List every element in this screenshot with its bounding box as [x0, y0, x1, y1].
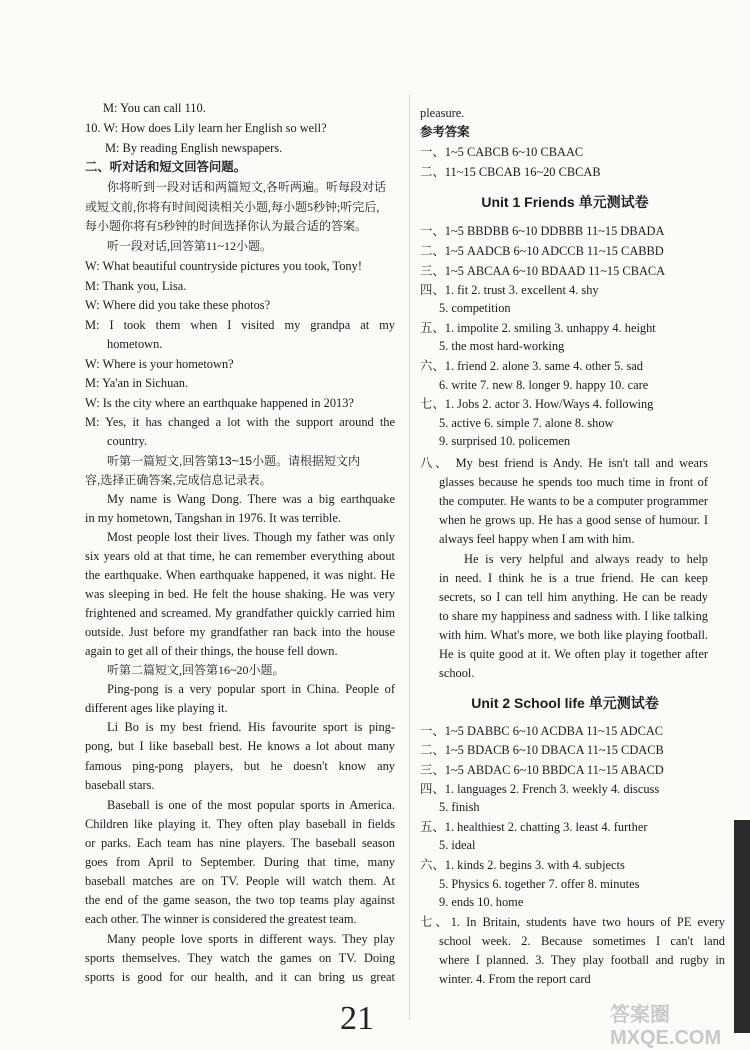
essay-line: with him. What's more, we both like playing football.: [439, 628, 708, 642]
unit1-title: Unit 1 Friends 单元测试卷: [481, 194, 649, 210]
text-line: baseball matches are on TV. People will watch them. At: [85, 874, 395, 888]
text-line: M: Thank you, Lisa.: [85, 279, 187, 293]
answer-line: 5. Physics 6. together 7. offer 8. minutes: [439, 877, 640, 891]
text-line: six years old at that time, he can remember everything about: [85, 549, 395, 563]
essay-line: always feel happy when I am with him.: [439, 532, 635, 546]
watermark: 答案圈 MXQE.COM: [610, 1004, 722, 1049]
text-line: 听一段对话,回答第11~12小题。: [107, 239, 273, 253]
answer-line: 6. write 7. new 8. longer 9. happy 10. care: [439, 378, 649, 392]
answer-line: 5. active 6. simple 7. alone 8. show: [439, 416, 614, 430]
answer-line: 五、1. healthiest 2. chatting 3. least 4. further: [420, 820, 648, 834]
text-line: each other. The winner is considered the greatest team.: [85, 912, 357, 926]
answer-line: 六、1. friend 2. alone 3. same 4. other 5. sad: [420, 359, 643, 373]
essay-line: school.: [439, 666, 475, 680]
text-line: Many people love sports in different ways. They play: [107, 932, 395, 946]
text-line: Baseball is one of the most popular sports in America.: [107, 798, 395, 812]
essay-line: He is very helpful and always ready to help: [464, 552, 708, 566]
text-line: pleasure.: [420, 106, 465, 120]
text-line: Li Bo is my best friend. His favourite sport is ping-: [107, 720, 395, 734]
text-line: 每小题你将有5秒钟的时间选择你认为最合适的答案。: [85, 219, 368, 233]
essay-line: glasses because he spends too much time in front of: [439, 475, 708, 489]
answer-line: 5. the most hard-working: [439, 339, 565, 353]
text-line: M: Ya'an in Sichuan.: [85, 376, 189, 390]
essay-line: 八、 My best friend is Andy. He isn't tall and wears: [420, 456, 708, 470]
text-line: 听第一篇短文,回答第13~15小题。请根据短文内: [107, 454, 361, 468]
text-line: 或短文前,你将有时间阅读相关小题,每小题5秒钟;听完后,: [85, 200, 380, 214]
answer-line: 5. competition: [439, 301, 511, 315]
answer-line: 五、1. impolite 2. smiling 3. unhappy 4. height: [420, 321, 656, 335]
text-line: 听第二篇短文,回答第16~20小题。: [107, 663, 285, 677]
text-line: W: Where is your hometown?: [85, 357, 234, 371]
text-line: sports is good for our health, and it can bring us great: [85, 970, 395, 984]
text-line: 10. W: How does Lily learn her English so well?: [85, 121, 327, 135]
column-divider: [409, 95, 410, 1020]
answer-line: where I planned. 3. They play football and rugby in: [439, 953, 725, 967]
answer-line: 9. ends 10. home: [439, 895, 524, 909]
text-line: My name is Wang Dong. There was a big earthquake: [107, 492, 395, 506]
text-line: Ping-pong is a very popular sport in China. People of: [107, 682, 395, 696]
answer-line: 三、1~5 ABDAC 6~10 BBDCA 11~15 ABACD: [420, 763, 664, 777]
text-line: outside. Just before my grandfather ran back into the house: [85, 625, 395, 639]
text-line: M: You can call 110.: [103, 101, 206, 115]
essay-line: the computer. He wants to be a computer programmer: [439, 494, 708, 508]
answer-line: 二、1~5 BDACB 6~10 DBACA 11~15 CDACB: [420, 743, 664, 757]
text-line: hometown.: [107, 337, 163, 351]
text-line: 容,选择正确答案,完成信息记录表。: [85, 473, 272, 487]
text-line: W: Where did you take these photos?: [85, 298, 271, 312]
essay-line: in need. I think he is a true friend. He can keep: [439, 571, 708, 585]
text-line: Most people lost their lives. Though my father was only: [107, 530, 395, 544]
answer-line: 5. ideal: [439, 838, 476, 852]
text-line: different ages like playing it.: [85, 701, 228, 715]
essay-line: He is quite good at it. We often play it together after: [439, 647, 708, 661]
answer-line: 二、1~5 AADCB 6~10 ADCCB 11~15 CABBD: [420, 244, 664, 258]
text-line: country.: [107, 434, 148, 448]
text-line: famous ping-pong players, but he doesn't know any: [85, 759, 395, 773]
text-line: M: I took them when I visited my grandpa at my: [85, 318, 395, 332]
text-line: frightened and screamed. My grandfather quickly carried him: [85, 606, 395, 620]
answer-line: 一、1~5 DABBC 6~10 ACDBA 11~15 ADCAC: [420, 724, 664, 738]
text-line: the end of the game season, the two top teams play against: [85, 893, 395, 907]
answer-line: 一、1~5 BBDBB 6~10 DDBBB 11~15 DBADA: [420, 224, 665, 238]
section-heading: 二、听对话和短文回答问题。: [85, 160, 247, 174]
text-line: in my hometown, Tangshan in 1976. It was terrible.: [85, 511, 341, 525]
answer-line: 9. surprised 10. policemen: [439, 434, 571, 448]
text-line: pong, but I like baseball best. He knows a lot about many: [85, 739, 395, 753]
text-line: M: Yes, it has changed a lot with the support around the: [85, 415, 395, 429]
answer-line: 5. finish: [439, 800, 480, 814]
answer-key-heading: 参考答案: [420, 125, 470, 139]
essay-line: to share my happiness and sadness with. I like talking: [439, 609, 708, 623]
text-line: goes from April to September. During that time, many: [85, 855, 395, 869]
unit2-title: Unit 2 School life 单元测试卷: [471, 695, 659, 711]
answer-line: 七、1. In Britain, students have two hours of PE every: [420, 915, 725, 929]
text-line: was sleeping in bed. He felt the house shaking. He was very: [85, 587, 395, 601]
text-line: 你将听到一段对话和两篇短文,各听两遍。听每段对话: [107, 180, 387, 194]
text-line: W: What beautiful countryside pictures you took, Tony!: [85, 259, 362, 273]
text-line: or parks. Each team has nine players. The baseball season: [85, 836, 395, 850]
text-line: the earthquake. When earthquake happened, it was night. He: [85, 568, 395, 582]
answer-line: 四、1. languages 2. French 3. weekly 4. discuss: [420, 782, 660, 796]
answer-line: winter. 4. From the report card: [439, 972, 591, 986]
text-line: baseball stars.: [85, 778, 155, 792]
essay-line: when he grows up. He has a good sense of humour. I: [439, 513, 708, 527]
answer-line: 一、1~5 CABCB 6~10 CBAAC: [420, 145, 584, 159]
page-number: 21: [340, 1000, 374, 1037]
answer-line: 二、11~15 CBCAB 16~20 CBCAB: [420, 165, 601, 179]
answer-line: 三、1~5 ABCAA 6~10 BDAAD 11~15 CBACA: [420, 264, 666, 278]
text-line: M: By reading English newspapers.: [105, 141, 283, 155]
answer-line: 四、1. fit 2. trust 3. excellent 4. shy: [420, 283, 599, 297]
answer-line: 六、1. kinds 2. begins 3. with 4. subjects: [420, 858, 625, 872]
text-line: sports themselves. They watch the games on TV. Doing: [85, 951, 395, 965]
text-line: again to get all of their things, the house fell down.: [85, 644, 338, 658]
text-line: Children like playing it. They often play baseball in fields: [85, 817, 395, 831]
answer-line: 七、1. Jobs 2. actor 3. How/Ways 4. following: [420, 397, 654, 411]
essay-line: secrets, so I can tell him anything. He can be ready: [439, 590, 708, 604]
answer-line: school week. 2. Because sometimes I can't land: [439, 934, 725, 948]
text-line: W: Is the city where an earthquake happened in 2013?: [85, 396, 354, 410]
